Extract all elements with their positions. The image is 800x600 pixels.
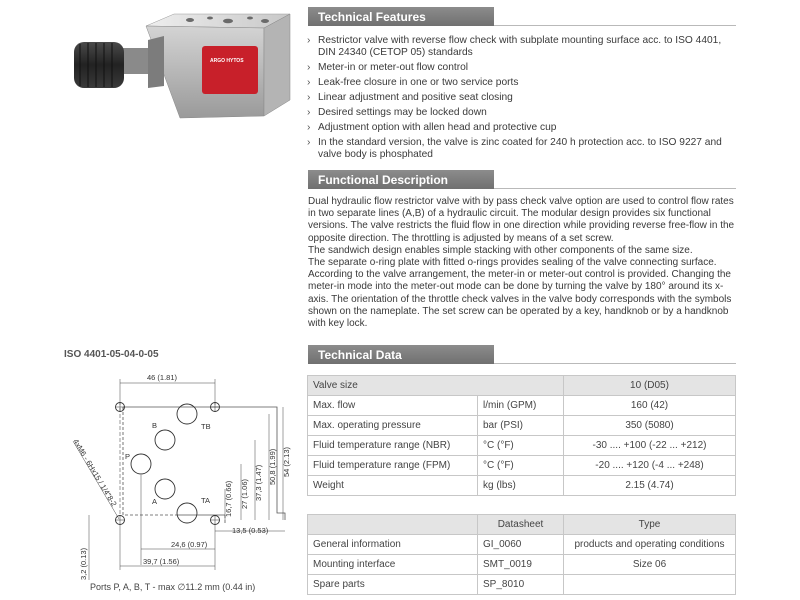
table-row [308,476,736,496]
section-header-technical-data: Technical Data [308,345,494,364]
port-label-tb: TB [201,422,211,431]
table-cell: Size 06 [564,555,736,575]
dim-37-3: 37,3 (1.47) [254,464,263,501]
port-label-b: B [152,421,158,430]
dim-top-46: 46 (1.81) [147,373,178,382]
table-row [308,456,736,476]
table-cell: 160 (42) [564,396,736,416]
table-row [308,436,736,456]
dim-54: 54 (2.13) [282,446,291,477]
documents-table [307,514,736,595]
dim-13-5: 13,5 (0.53) [232,526,269,535]
section-rule [494,25,736,26]
datasheet-link[interactable]: SMT_0019 [478,555,564,575]
nameplate-logo: ARGO HYTOS [210,58,244,64]
table-cell: 350 (5080) [564,416,736,436]
table-cell: Valve size [308,376,564,396]
table-cell: 2.15 (4.74) [564,476,736,496]
table-header-cell: Type [564,515,736,535]
feature-item: › Restrictor valve with reverse flow check with subplate mounting surface acc. to ISO 4401, DIN 24340 (CETOP 05) standards [306,35,736,59]
dim-16-7: 16,7 (0.66) [224,480,233,517]
table-header-row [308,515,736,535]
dim-39-7: 39,7 (1.56) [143,557,180,566]
table-cell: General information [308,535,478,555]
datasheet-link[interactable]: GI_0060 [478,535,564,555]
section-header-description: Functional Description [308,170,494,189]
table-cell: Weight [308,476,478,496]
table-cell: 10 (D05) [564,376,736,396]
table-header-cell: Datasheet [478,515,564,535]
table-row [308,416,736,436]
table-cell [564,575,736,595]
table-row [308,376,736,396]
functional-description [308,196,738,330]
table-cell: l/min (GPM) [478,396,564,416]
table-cell: °C (°F) [478,436,564,456]
description-paragraph: Dual hydraulic flow restrictor valve with by pass check valve option are used to control flow rates in two separate lines (A,B) of a hydraulic circuit. The modular design provides six functional versions. The valve restricts the fluid flow in one direction while providing reverse free-flow in the opposite direction. The throttling is adjusted by means of a set screw. [308,196,735,244]
valve-product-photo [60,6,300,126]
datasheet-link[interactable]: SP_8010 [478,575,564,595]
table-cell: Max. operating pressure [308,416,478,436]
feature-item: › Desired settings may be locked down [306,107,736,119]
dim-50-8: 50,8 (1.99) [268,448,277,485]
section-rule [494,188,736,189]
feature-item: › Adjustment option with allen head and protective cup [306,122,736,134]
section-header-features: Technical Features [308,7,494,26]
description-paragraph: The separate o-ring plate with fitted o-rings provides sealing of the valve connecting surface. According to the valve arrangement, the meter-in or meter-out control is provided. Changing the meter-in mode into the meter-out mode can be done by turning the valve by 180° around its x-axis. The orientation of the throttle check valves in the valve body corresponds with the symbols shown on the nameplate. The set screw can be operated by a key, handknob or by a handknob with key lock. [308,257,732,330]
table-row [308,575,736,595]
dim-24-6: 24,6 (0.97) [171,540,208,549]
port-label-ta: TA [201,496,211,505]
section-rule [494,363,736,364]
table-cell: °C (°F) [478,456,564,476]
table-cell: Fluid temperature range (NBR) [308,436,478,456]
dim-3-2: 3,2 (0.13) [79,547,88,580]
screw-callout: 4xM6 - 6Hx15 / 1/4"8-2 [71,437,119,508]
table-cell: bar (PSI) [478,416,564,436]
technical-data-table [307,375,736,496]
table-cell: Max. flow [308,396,478,416]
dimension-drawing [55,365,295,585]
feature-item: › Meter-in or meter-out flow control [306,62,736,74]
table-row [308,555,736,575]
dim-27: 27 (1.06) [240,478,249,509]
table-cell: Mounting interface [308,555,478,575]
feature-item: › Leak-free closure in one or two service ports [306,77,736,89]
table-cell: -20 .... +120 (-4 ... +248) [564,456,736,476]
table-row [308,535,736,555]
table-cell: products and operating conditions [564,535,736,555]
description-paragraph: The sandwich design enables simple stacking with other components of the same size. [308,244,693,256]
drawing-title: ISO 4401-05-04-0-05 [64,349,159,360]
table-cell [308,515,478,535]
port-label-p: P [125,452,131,461]
feature-item: › Linear adjustment and positive seat closing [306,92,736,104]
ports-caption: Ports P, A, B, T - max ∅11.2 mm (0.44 in) [90,582,256,592]
feature-item: › In the standard version, the valve is zinc coated for 240 h protection acc. to ISO 9227 and valve body is phosphated [306,137,736,161]
table-cell: Fluid temperature range (FPM) [308,456,478,476]
table-cell: Spare parts [308,575,478,595]
features-list [306,35,736,164]
table-row [308,396,736,416]
table-cell: -30 .... +100 (-22 ... +212) [564,436,736,456]
table-cell: kg (lbs) [478,476,564,496]
port-label-a: A [152,497,158,506]
